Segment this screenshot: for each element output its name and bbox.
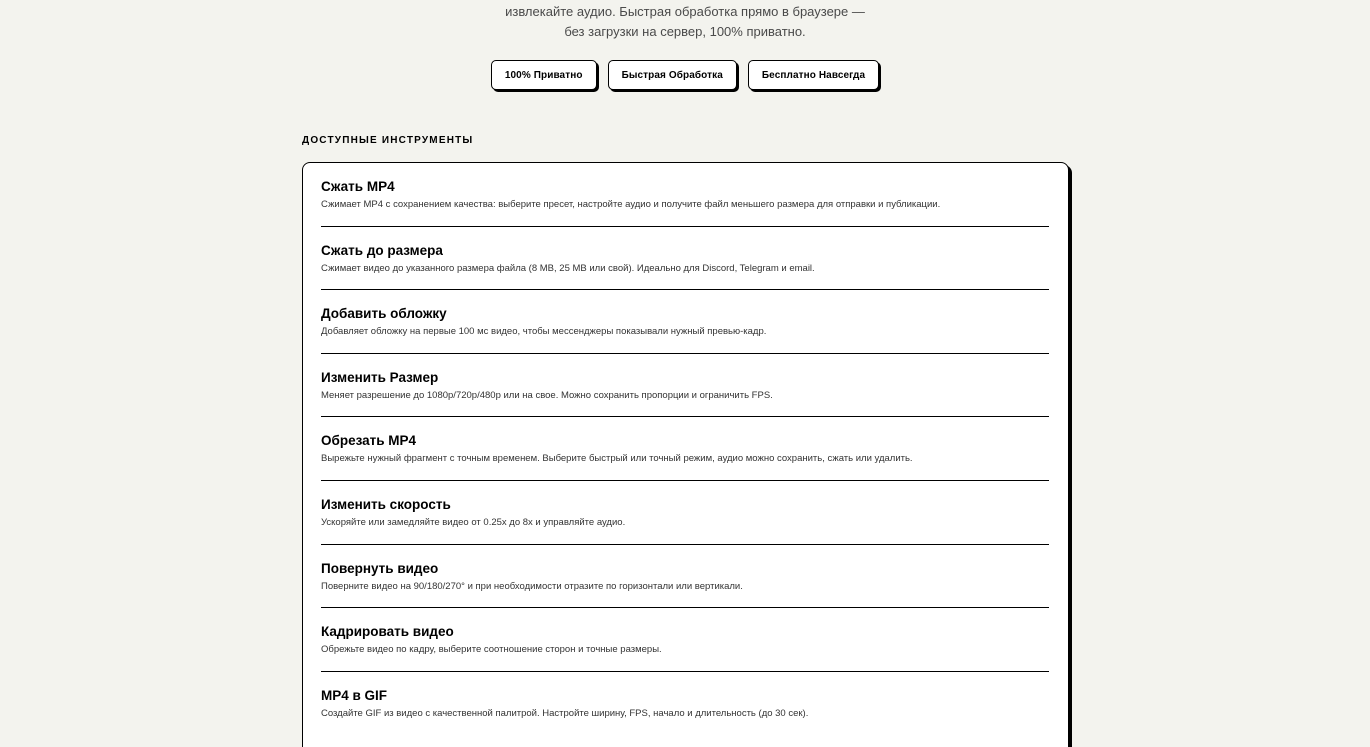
tool-compress-to-size[interactable] xyxy=(321,227,1049,291)
feature-badges xyxy=(0,60,1370,90)
tool-mp4-to-gif[interactable] xyxy=(321,672,1049,736)
tool-name: MP4 в GIF xyxy=(321,687,388,703)
tool-description: Сжимает видео до указанного размера файла (8 MB, 25 MB или свой). Идеально для Discord, Telegram и email. xyxy=(321,262,815,274)
tool-resize[interactable] xyxy=(321,354,1049,418)
tool-name: Кадрировать видео xyxy=(321,624,454,640)
intro-line-1: извлекайте аудио. Быстрая обработка прямо в браузере — xyxy=(505,4,865,19)
badge-free: Бесплатно Навсегда xyxy=(748,60,879,90)
tool-name: Сжать MP4 xyxy=(321,179,395,194)
tool-crop-video[interactable] xyxy=(321,608,1049,672)
tool-description: Сжимает MP4 с сохранением качества: выберите пресет, настройте аудио и получите файл меньшего размера для отправки и публикации. xyxy=(321,199,941,210)
tool-description: Поверните видео на 90/180/270° и при необходимости отразите по горизонтали или вертикали. xyxy=(321,580,743,592)
tool-description: Создайте GIF из видео с качественной палитрой. Настройте ширину, FPS, начало и длительность (до 30 сек). xyxy=(321,707,809,719)
tool-name: Повернуть видео xyxy=(321,560,439,576)
tool-name: Обрезать MP4 xyxy=(321,433,417,449)
tool-description: Обрежьте видео по кадру, выберите соотношение сторон и точные размеры. xyxy=(321,644,662,656)
section-title: ДОСТУПНЫЕ ИНСТРУМЕНТЫ xyxy=(302,135,474,146)
intro-text xyxy=(0,2,1370,42)
tool-description: Вырежьте нужный фрагмент с точным временем. Выберите быстрый или точный режим, аудио можно сохранить, сжать или удалить. xyxy=(321,453,913,465)
tool-name: Изменить Размер xyxy=(321,369,439,385)
tool-name: Сжать до размера xyxy=(321,242,443,258)
tool-description: Меняет разрешение до 1080p/720p/480p или на свое. Можно сохранить пропорции и ограничить FPS. xyxy=(321,389,773,401)
badge-fast: Быстрая Обработка xyxy=(608,60,737,90)
intro-line-2: без загрузки на сервер, 100% приватно. xyxy=(564,24,806,39)
tool-description: Ускоряйте или замедляйте видео от 0.25x до 8x и управляйте аудио. xyxy=(321,516,626,528)
badge-private: 100% Приватно xyxy=(491,60,597,90)
tool-description: Добавляет обложку на первые 100 мс видео, чтобы мессенджеры показывали нужный превью-кадр. xyxy=(321,326,767,338)
tool-change-speed[interactable] xyxy=(321,481,1049,545)
tool-name: Добавить обложку xyxy=(321,306,447,322)
tool-compress-mp4[interactable] xyxy=(321,163,1049,227)
tool-name: Изменить скорость xyxy=(321,496,451,512)
tools-list xyxy=(302,162,1069,747)
tool-rotate-video[interactable] xyxy=(321,545,1049,609)
tool-add-cover[interactable] xyxy=(321,290,1049,354)
tool-trim-mp4[interactable] xyxy=(321,417,1049,481)
